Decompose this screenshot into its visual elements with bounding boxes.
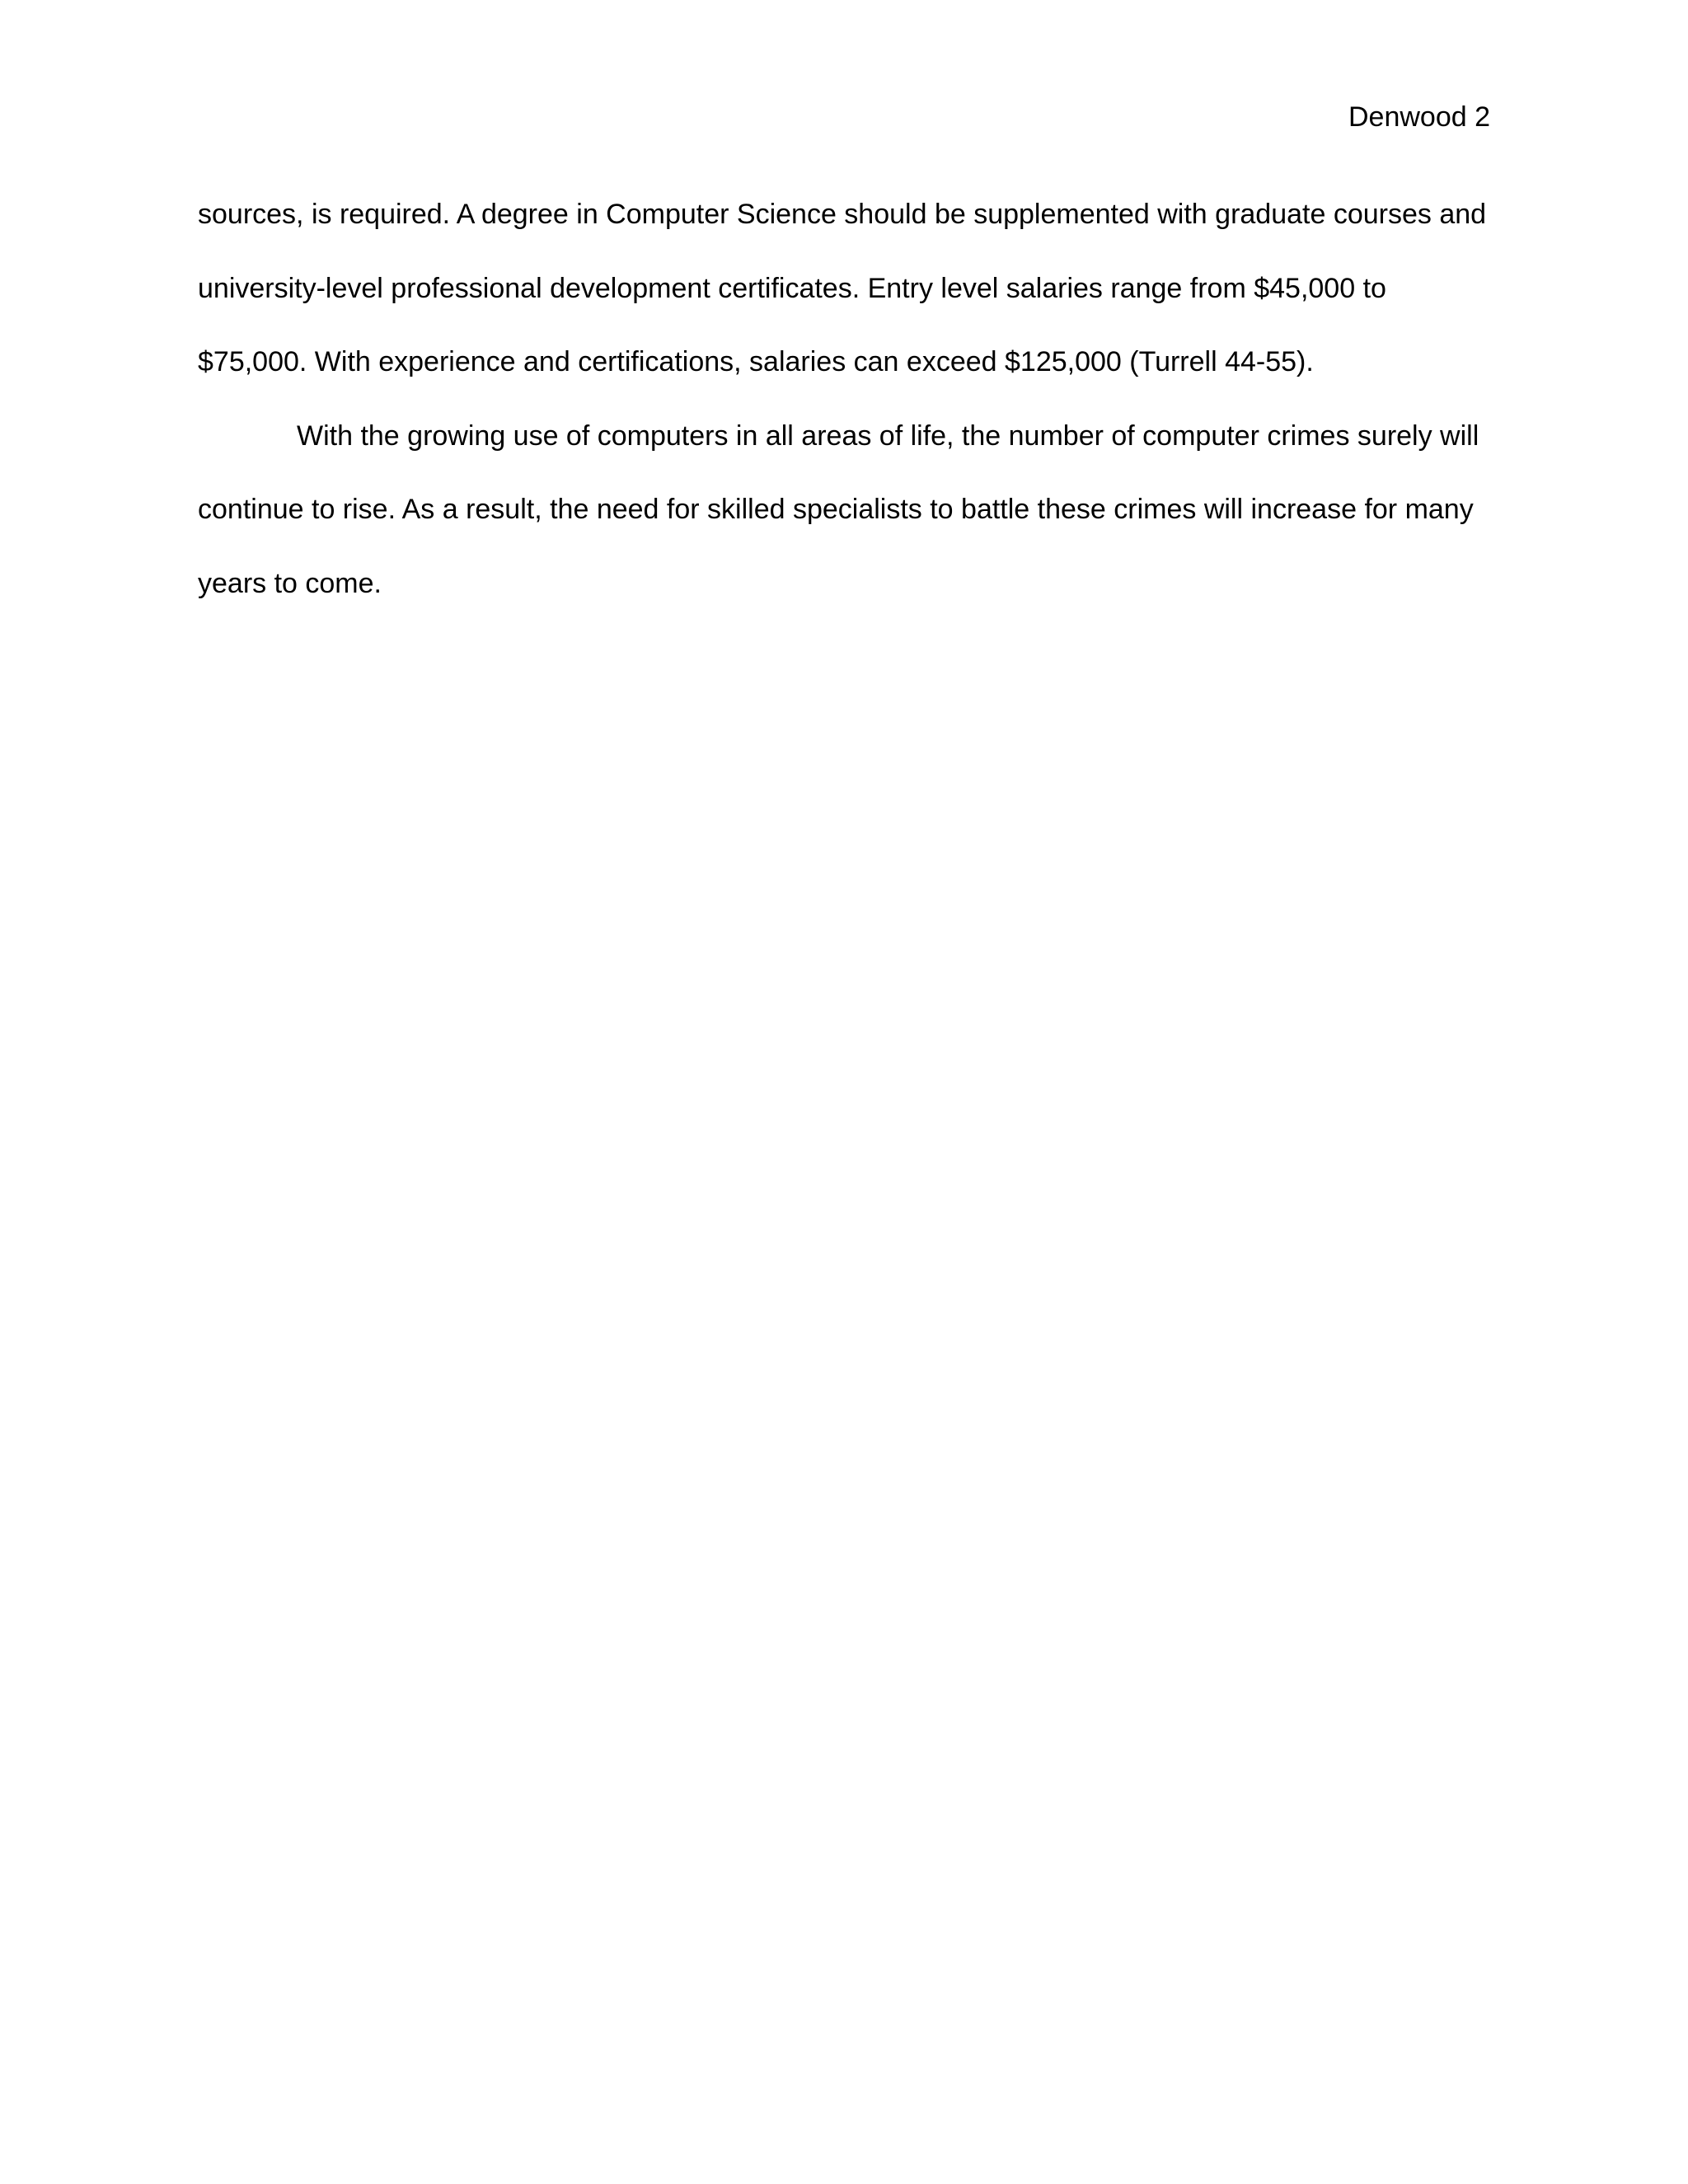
document-body bbox=[198, 196, 1492, 639]
text-line: sources, is required. A degree in Computer Science should be supplemented with graduate courses and bbox=[198, 199, 1487, 230]
text-line: With the growing use of computers in all areas of life, the number of computer crimes surely will bbox=[297, 419, 1479, 452]
paragraph bbox=[198, 418, 1492, 640]
text-line: years to come. bbox=[198, 567, 382, 599]
text-line: $75,000. With experience and certifications, salaries can exceed $125,000 (Turrell 44-55). bbox=[198, 346, 1314, 377]
running-head: Denwood 2 bbox=[1348, 101, 1490, 133]
text-line: continue to rise. As a result, the need for skilled specialists to battle these crimes will increase for many bbox=[198, 494, 1474, 525]
paragraph bbox=[198, 196, 1492, 418]
text-line: university-level professional development certificates. Entry level salaries range from $45,000 to bbox=[198, 272, 1386, 304]
